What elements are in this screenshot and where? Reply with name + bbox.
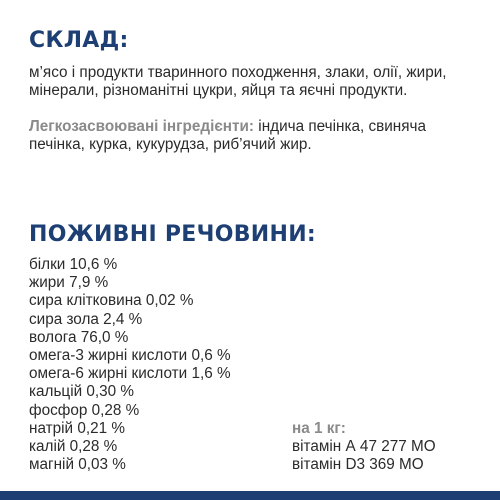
- digestible-ingredients-label: Легкозасвоювані інгредієнти:: [29, 118, 255, 135]
- nutrient-item: кальцій 0,30 %: [29, 383, 135, 401]
- nutrient-item: омега-3 жирні кислоти 0,6 %: [29, 347, 231, 365]
- per-kg-block: [292, 420, 436, 475]
- footer-bar: [0, 491, 500, 500]
- nutrient-item: жири 7,9 %: [29, 274, 109, 292]
- nutrients-heading: ПОЖИВНІ РЕЧОВИНИ:: [29, 222, 317, 247]
- nutrient-item: сира клітковина 0,02 %: [29, 292, 194, 310]
- nutrient-item: сира зола 2,4 %: [29, 310, 143, 328]
- vitamin-item: вітамін А 47 277 МО: [292, 438, 436, 456]
- nutrient-item: фосфор 0,28 %: [29, 401, 140, 419]
- per-kg-label: на 1 кг:: [292, 420, 346, 437]
- nutrient-item: магній 0,03 %: [29, 456, 126, 474]
- nutrient-item: волога 76,0 %: [29, 328, 129, 346]
- nutrient-item: білки 10,6 %: [29, 256, 118, 273]
- nutrients-list: [29, 256, 231, 474]
- nutrient-item: калій 0,28 %: [29, 438, 118, 456]
- composition-text: м’ясо і продукти тваринного походження, злаки, олії, жири, мінерали, різноманітні цукри, яйця та яєчні продукти.: [29, 64, 447, 99]
- vitamin-item: вітамін D3 369 МО: [292, 456, 424, 474]
- digestible-ingredients-list: індича печінка, свиняча печінка, курка, кукурудза, риб’ячий жир.: [29, 118, 427, 153]
- composition-heading: СКЛАД:: [29, 28, 129, 53]
- nutrient-item: омега-6 жирні кислоти 1,6 %: [29, 365, 231, 383]
- nutrient-item: натрій 0,21 %: [29, 419, 125, 437]
- digestible-ingredients: [29, 118, 479, 154]
